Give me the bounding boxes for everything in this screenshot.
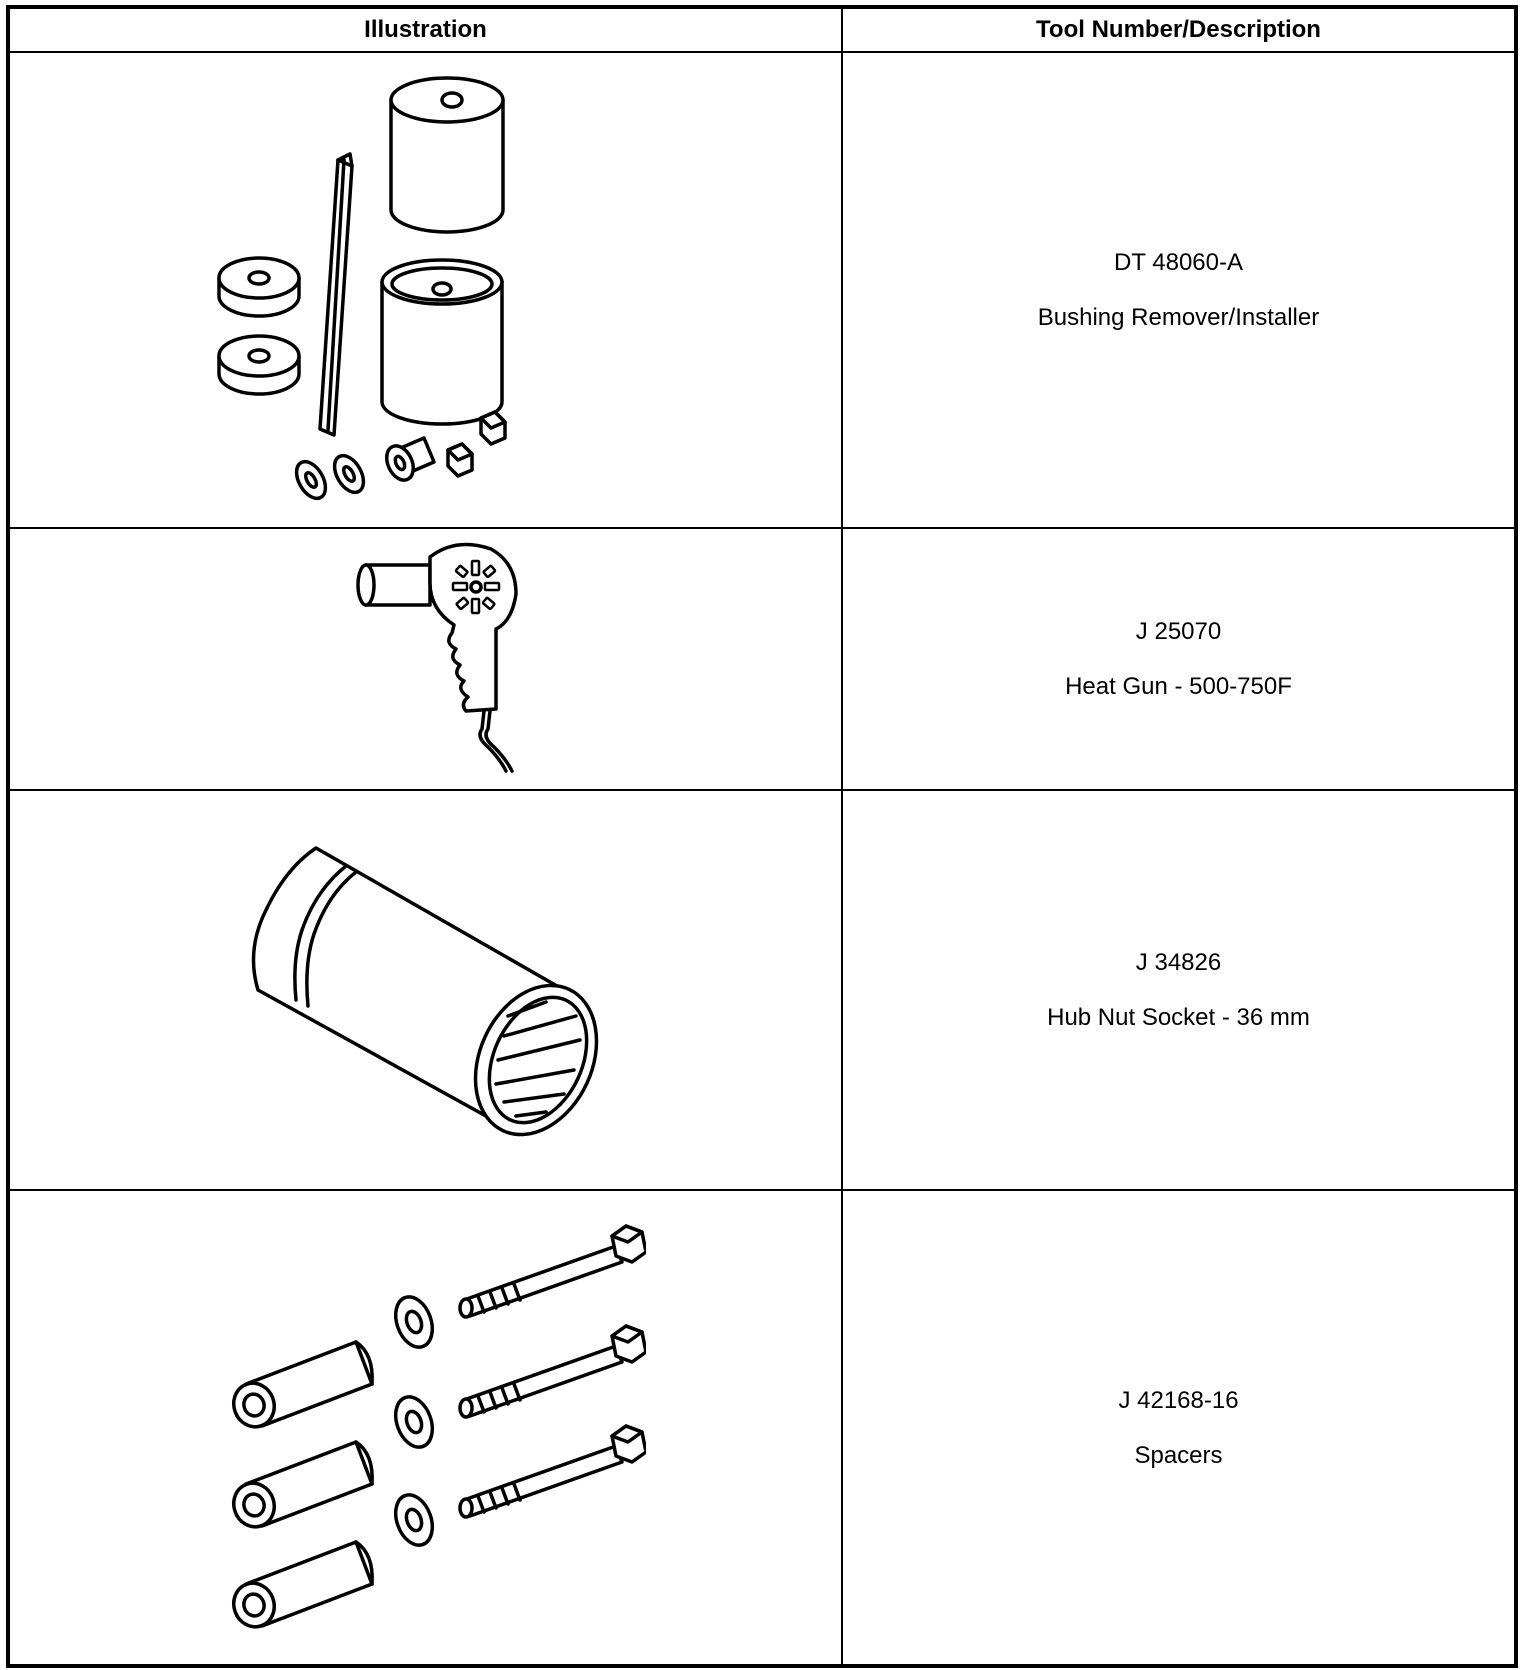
- tools-table: [6, 5, 1518, 1668]
- illustration-cell: [8, 1190, 842, 1666]
- tool-description: Spacers: [1134, 1441, 1223, 1469]
- illustration-cell: [8, 528, 842, 790]
- tool-number: J 42168-16: [1118, 1386, 1239, 1414]
- description-cell: [842, 528, 1516, 790]
- illustration-cell: [8, 52, 842, 528]
- tool-description: Heat Gun - 500-750F: [1065, 673, 1292, 700]
- description-cell: [842, 790, 1516, 1190]
- table-row: [8, 1190, 1516, 1666]
- table-header-row: [8, 7, 1516, 52]
- header-tool-number-description: Tool Number/Description: [842, 7, 1516, 52]
- tool-number: DT 48060-A: [1114, 249, 1243, 276]
- description-cell: [842, 52, 1516, 528]
- heat-gun-icon: [306, 539, 546, 779]
- tool-number: J 25070: [1135, 618, 1222, 645]
- description-cell: [842, 1190, 1516, 1666]
- table-row: [8, 528, 1516, 790]
- table-row: [8, 790, 1516, 1190]
- tool-description: Bushing Remover/Installer: [1037, 304, 1320, 331]
- spacers-kit-icon: [206, 1218, 646, 1638]
- hub-nut-socket-icon: [246, 840, 606, 1140]
- header-illustration: Illustration: [8, 7, 842, 52]
- table-row: [8, 52, 1516, 528]
- tool-description: Hub Nut Socket - 36 mm: [1047, 1004, 1310, 1031]
- tool-number: J 34826: [1135, 949, 1222, 976]
- bushing-remover-installer-kit-icon: [216, 60, 636, 520]
- illustration-cell: [8, 790, 842, 1190]
